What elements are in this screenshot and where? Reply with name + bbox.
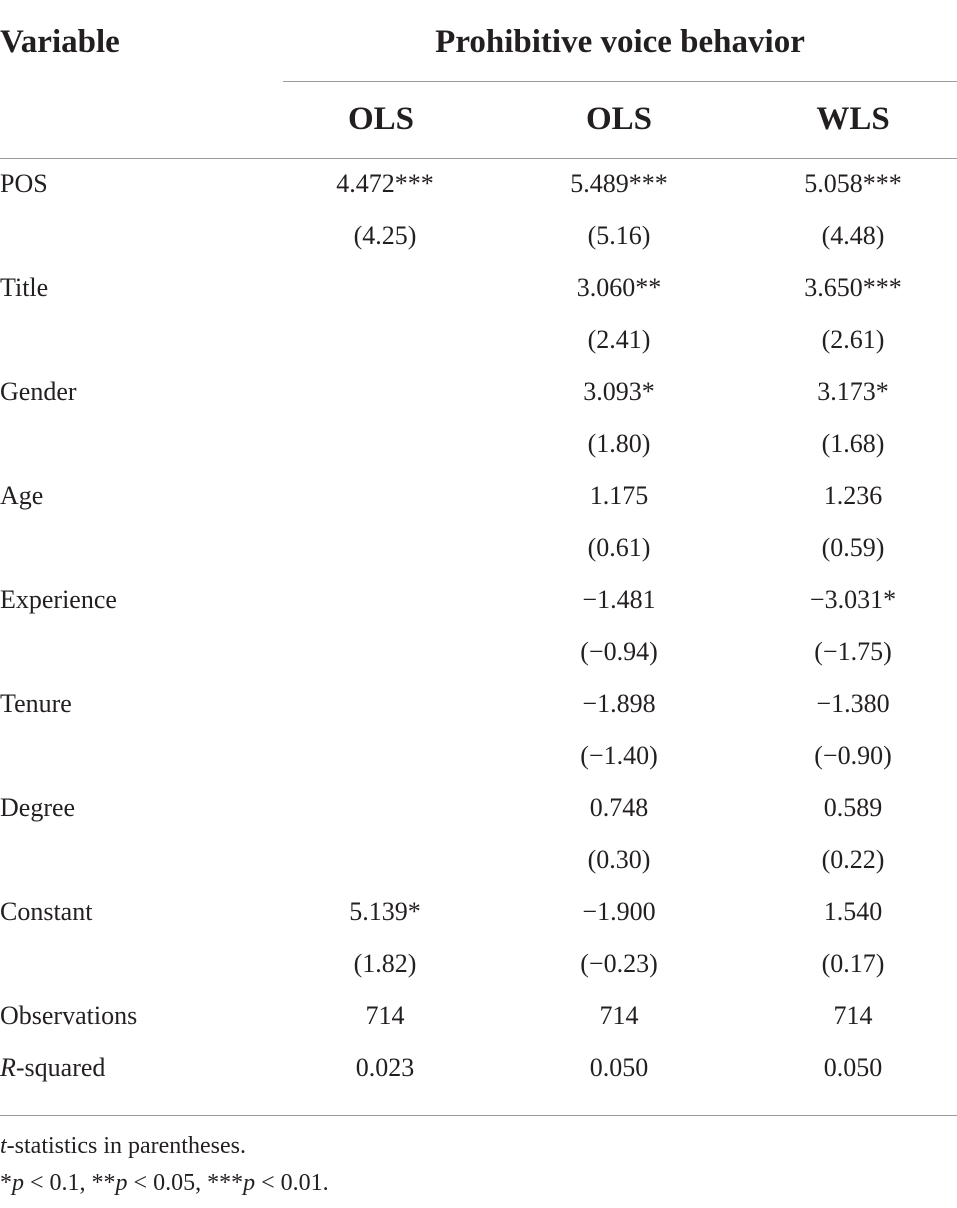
- coef-cell: −1.481: [582, 585, 656, 614]
- rsquared-cell: 0.023: [355, 1053, 415, 1082]
- observations-cell: 714: [833, 1001, 873, 1030]
- sig-star-3: ***: [207, 1170, 244, 1196]
- rsquared-cell: 0.050: [589, 1053, 649, 1082]
- column-header-3: WLS: [816, 101, 890, 137]
- tstat-cell: (−0.90): [814, 741, 892, 770]
- coef-cell: 0.589: [823, 793, 883, 822]
- tstat-cell: (−0.94): [580, 637, 658, 666]
- row-label-observations: Observations: [0, 1001, 138, 1030]
- spanner-rule: [283, 81, 957, 82]
- sig-star-1: *: [0, 1170, 12, 1196]
- sig-p-1: p: [12, 1170, 24, 1196]
- row-label: Title: [0, 273, 49, 302]
- rsquared-label-rest: -squared: [15, 1053, 106, 1082]
- coef-cell: 3.093*: [583, 377, 655, 406]
- coef-cell: −1.900: [582, 897, 656, 926]
- tstat-cell: (0.59): [821, 533, 885, 562]
- header-rule: [0, 158, 957, 159]
- tstat-cell: (0.17): [821, 949, 885, 978]
- coef-cell: 1.540: [823, 897, 883, 926]
- column-header-1: OLS: [347, 101, 415, 137]
- coef-cell: 5.139*: [349, 897, 421, 926]
- row-label: Gender: [0, 377, 77, 406]
- tstat-cell: (5.16): [587, 221, 651, 250]
- row-label-rsquared: [0, 1052, 105, 1084]
- coef-cell: 5.058***: [804, 169, 902, 198]
- coef-cell: 0.748: [589, 793, 649, 822]
- rsquared-cell: 0.050: [823, 1053, 883, 1082]
- row-label: Tenure: [0, 689, 72, 718]
- row-label: Experience: [0, 585, 117, 614]
- column-header-2: OLS: [585, 101, 653, 137]
- note-significance: [0, 1168, 329, 1198]
- coef-cell: 3.060**: [576, 273, 662, 302]
- note-t-italic: t: [0, 1133, 7, 1159]
- sig-rest-2: < 0.05,: [127, 1170, 208, 1196]
- tstat-cell: (4.25): [353, 221, 417, 250]
- tstat-cell: (1.82): [353, 949, 417, 978]
- tstat-cell: (0.61): [587, 533, 651, 562]
- observations-cell: 714: [365, 1001, 405, 1030]
- coef-cell: −3.031*: [809, 585, 897, 614]
- coef-cell: 1.236: [823, 481, 883, 510]
- tstat-cell: (0.22): [821, 845, 885, 874]
- tstat-cell: (4.48): [821, 221, 885, 250]
- tstat-cell: (2.41): [587, 325, 651, 354]
- coef-cell: 4.472***: [336, 169, 434, 198]
- tstat-cell: (1.80): [587, 429, 651, 458]
- note-tstat: [0, 1131, 246, 1161]
- sig-p-3: p: [243, 1170, 256, 1196]
- coef-cell: 5.489***: [570, 169, 668, 198]
- row-label: Age: [0, 481, 44, 510]
- note-t-rest: -statistics in parentheses.: [6, 1133, 246, 1159]
- spanner-header: Prohibitive voice behavior: [435, 24, 805, 60]
- tstat-cell: (2.61): [821, 325, 885, 354]
- row-label: POS: [0, 169, 48, 198]
- sig-rest-3: < 0.01.: [255, 1170, 329, 1196]
- tstat-cell: (1.68): [821, 429, 885, 458]
- row-label: Degree: [0, 793, 76, 822]
- rsquared-italic-r: R: [0, 1053, 16, 1082]
- coef-cell: 1.175: [589, 481, 649, 510]
- row-label: Constant: [0, 897, 93, 926]
- observations-cell: 714: [599, 1001, 639, 1030]
- stub-header: Variable: [0, 24, 120, 60]
- sig-rest-1: < 0.1,: [24, 1170, 92, 1196]
- coef-cell: 3.173*: [817, 377, 889, 406]
- coef-cell: 3.650***: [804, 273, 902, 302]
- tstat-cell: (0.30): [587, 845, 651, 874]
- tstat-cell: (−0.23): [580, 949, 658, 978]
- sig-star-2: **: [91, 1170, 116, 1196]
- tstat-cell: (−1.40): [580, 741, 658, 770]
- coef-cell: −1.380: [816, 689, 890, 718]
- sig-p-2: p: [115, 1170, 128, 1196]
- tstat-cell: (−1.75): [814, 637, 892, 666]
- bottom-rule: [0, 1115, 957, 1116]
- coef-cell: −1.898: [582, 689, 656, 718]
